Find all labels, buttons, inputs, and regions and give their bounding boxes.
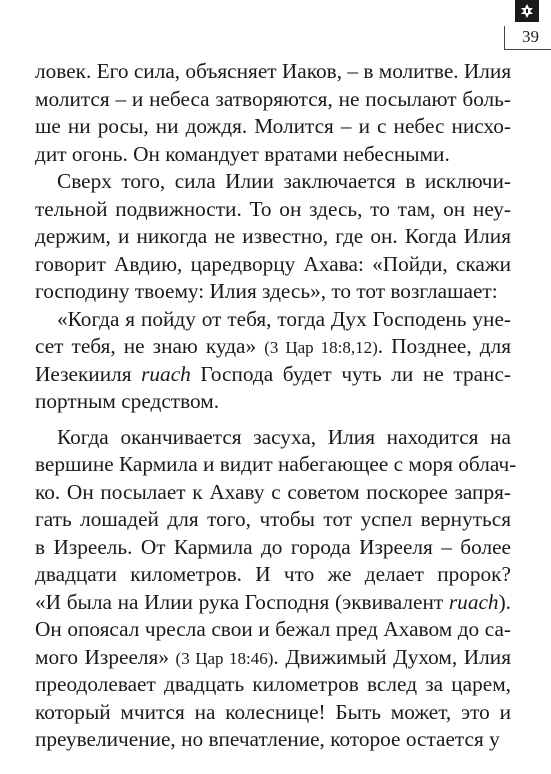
text-line [35,86,511,114]
text-segment: «Когда я пойду от тебя, тогда Дух Господень унe- [57,306,511,331]
text-segment: гать лошадей для того, чтобы тот успел вернуться [35,507,511,531]
text-line [35,479,511,507]
text-segment: сет тебя, не знаю куда» [35,334,265,358]
text-segment: ). [498,589,511,614]
scripture-reference: (3 Цар 18:46) [175,648,274,668]
book-emblem-icon [515,0,539,22]
paragraph-gap [35,416,511,424]
text-line [35,113,511,141]
text-line [35,699,511,727]
text-line [35,196,511,224]
text-segment: дит огонь. Он командует вратами небесными. [35,141,450,166]
text-line [35,534,511,562]
text-line [35,726,511,754]
text-line [35,58,511,86]
text-line [35,168,511,196]
text-segment: мого Изрееля» [35,644,176,669]
italic-term: ruach [448,589,499,614]
text-segment: тельной подвижности. То он здесь, то там, он неу- [35,196,511,221]
text-line [35,333,511,361]
text-line [35,506,511,534]
text-segment: ловек. Его сила, объясняет Иаков, – в молитве. Илия [35,59,512,83]
text-segment: господину твоему: Илия здесь», то тот возглашает: [35,279,498,303]
text-line [35,644,511,672]
text-line [35,251,511,279]
text-segment: в Изреель. От Кармила до города Изрееля – более [35,534,511,559]
text-segment: двадцати километров. И что же делает пророк? [35,562,511,586]
text-line [35,306,511,334]
text-line [35,451,517,479]
scripture-reference: (3 Цар 18:8,12) [264,338,378,357]
text-line [35,223,511,251]
text-line [35,424,511,452]
text-segment: Когда оканчивается засуха, Илия находится на [57,424,511,449]
italic-term: ruach [141,361,191,386]
text-segment: говорит Авдию, царедворцу Ахава: «Пойди, скажи [35,251,511,276]
paragraph [35,424,517,754]
paragraph [35,58,511,168]
page-tab [499,0,551,50]
text-segment: преувеличение, но впечатление, которое остается у [35,727,500,751]
paragraph [35,306,511,416]
tab-divider-vertical [504,26,505,50]
text-segment: Иезекииля [35,361,142,386]
text-line [35,561,511,589]
text-segment: преодолевает двадцать километров вслед за царем, [35,672,511,696]
text-body [35,58,517,754]
text-segment: портным средством. [35,389,220,413]
text-line [35,361,511,389]
paragraph [35,168,511,306]
text-segment: держим, и никогда не известно, где он. Когда Илия [35,224,511,248]
text-line [35,671,511,699]
text-line [35,616,511,644]
text-segment: . Движимый Духом, Илия [273,644,511,669]
text-segment: который мчится на колеснице! Быть может, это и [35,699,511,724]
page-number: 39 [522,27,539,46]
text-segment: Он опоясал чресла свои и бежал пред Ахавом до са- [35,617,511,641]
text-line [35,278,511,306]
text-segment: Сверх того, сила Илии заключается в исключи- [57,169,511,193]
text-line [35,141,511,169]
tab-divider-horizontal [504,49,551,50]
text-segment: молится – и небеса затворяются, не посылают боль- [35,86,511,111]
text-line [35,388,511,416]
text-line [35,589,511,617]
text-segment: «И была на Илии рука Господня (эквивалент [35,589,449,614]
text-segment: ко. Он посылает к Ахаву с советом поскорее запря- [35,479,511,504]
text-segment: . Позднее, для [377,334,511,358]
text-segment: вершине Кармила и видит набегающее с моря облач- [35,452,517,476]
text-segment: ше ни росы, ни дождя. Молится – и с небес нисхо- [35,114,511,138]
text-segment: Господа будет чуть ли не транс- [190,361,511,386]
